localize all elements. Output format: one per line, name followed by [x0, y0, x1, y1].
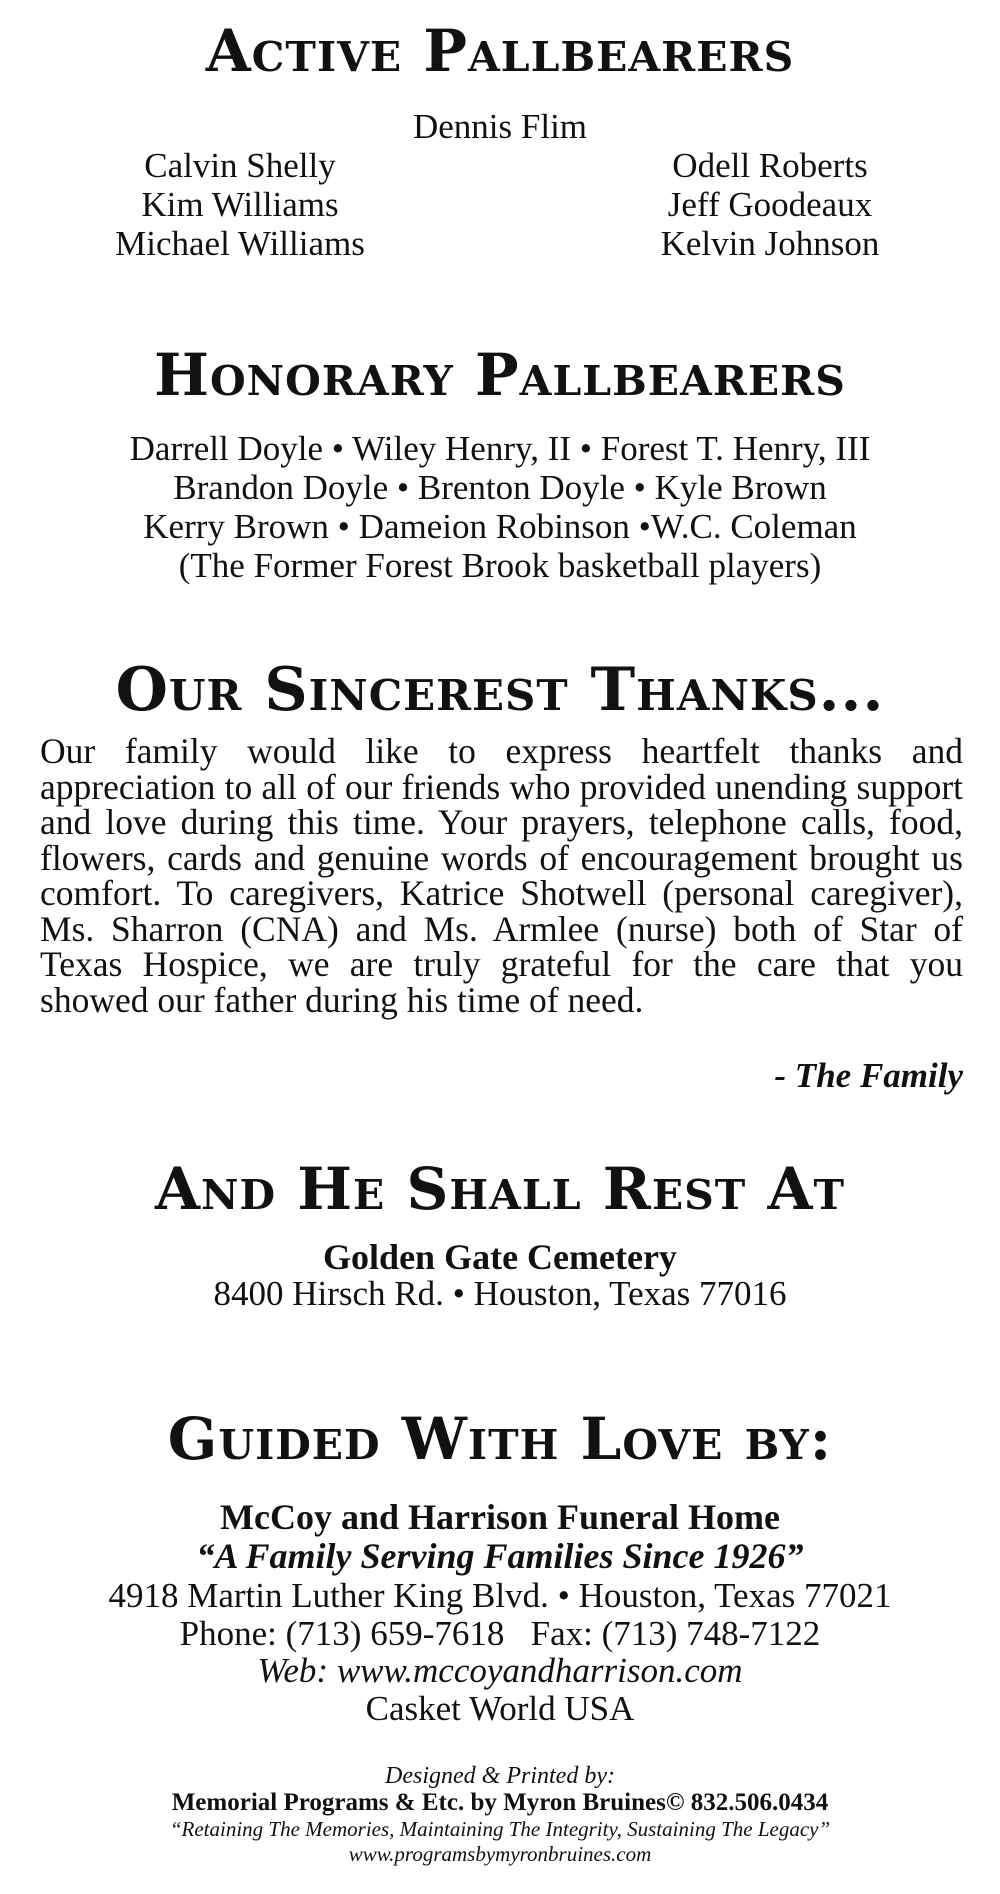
rest-heading: And He Shall Rest At [154, 1155, 846, 1223]
active-pallbearers-left-column [90, 146, 390, 263]
honorary-pallbearers-heading: Honorary Pallbearers [154, 341, 846, 409]
honorary-pallbearers-note: (The Former Forest Brook basketball players) [178, 546, 822, 585]
thanks-heading: Our Sincerest Thanks... [115, 655, 885, 725]
funeral-home-slogan: “A Family Serving Families Since 1926” [196, 1536, 804, 1576]
funeral-home-phone-fax: Phone: (713) 659-7618 Fax: (713) 748-7122 [179, 1614, 821, 1653]
credits-website: www.programsbymyronbruines.com [348, 1842, 652, 1866]
active-pallbearer-name: Michael Williams [115, 224, 365, 263]
honorary-pallbearers-line: Brandon Doyle • Brenton Doyle • Kyle Brown [173, 468, 827, 507]
honorary-pallbearers-line: Kerry Brown • Dameion Robinson •W.C. Coleman [143, 507, 857, 546]
credits-company: Memorial Programs & Etc. by Myron Bruines© 832.506.0434 [171, 1789, 829, 1816]
guided-heading: Guided With Love by: [167, 1405, 833, 1473]
active-pallbearer-name: Kelvin Johnson [660, 224, 880, 263]
active-pallbearers-right-column [620, 146, 920, 263]
funeral-home-web: Web: www.mccoyandharrison.com [257, 1651, 743, 1690]
funeral-home-address: 4918 Martin Luther King Blvd. • Houston, Texas 77021 [108, 1576, 892, 1615]
credits-designed-by: Designed & Printed by: [385, 1763, 615, 1789]
honorary-pallbearers-line: Darrell Doyle • Wiley Henry, II • Forest T. Henry, III [129, 429, 871, 468]
active-pallbearer-name: Kim Williams [141, 185, 339, 224]
active-pallbearer-center-name: Dennis Flim [412, 107, 588, 146]
active-pallbearer-name: Calvin Shelly [144, 146, 336, 185]
thanks-paragraph: Our family would like to express heartfelt thanks and appreciation to all of our friends who provided unending support and love during this time. Your prayers, telephone calls, food, flowers, cards and genuine words of encouragement brought us comfort. To caregivers, Katrice Shotwell (personal caregiver), Ms. Sharron (CNA) and Ms. Armlee (nurse) both of Star of Texas Hospice, we are truly grateful for the care that you showed our father during his time of need. [40, 731, 963, 1020]
cemetery-address: 8400 Hirsch Rd. • Houston, Texas 77016 [213, 1274, 787, 1313]
active-pallbearer-name: Odell Roberts [672, 146, 868, 185]
credits-motto: “Retaining The Memories, Maintaining The Integrity, Sustaining The Legacy” [169, 1817, 831, 1841]
cemetery-name: Golden Gate Cemetery [323, 1237, 677, 1277]
funeral-home-name: McCoy and Harrison Funeral Home [220, 1497, 780, 1537]
active-pallbearer-name: Jeff Goodeaux [667, 185, 873, 224]
casket-provider: Casket World USA [365, 1689, 635, 1728]
thanks-signoff: - The Family [774, 1056, 963, 1095]
active-pallbearers-heading: Active Pallbearers [205, 17, 795, 85]
